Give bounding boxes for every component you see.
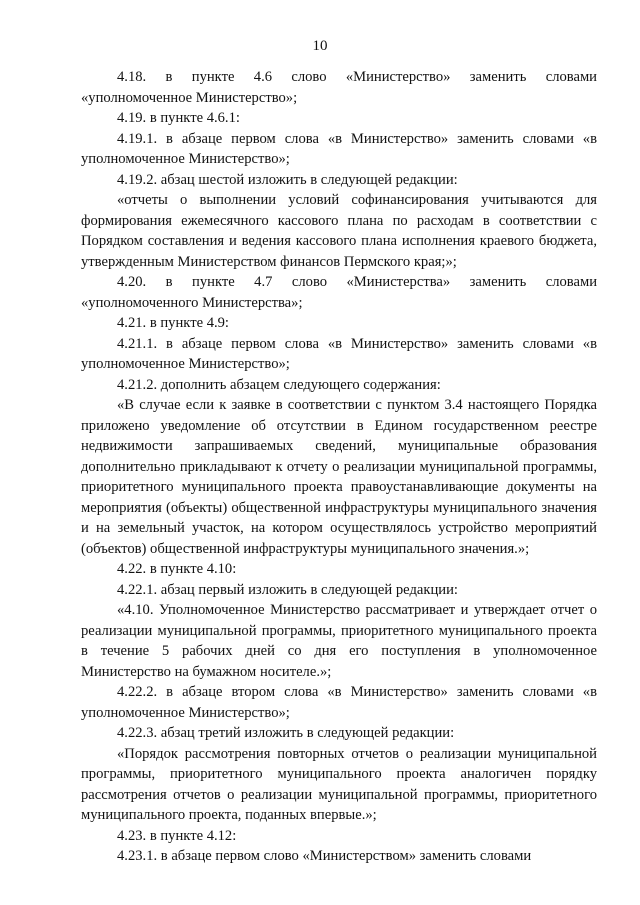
quoted-paragraph-registry: «В случае если к заявке в соответствии с пунктом 3.4 настоящего Порядка приложено уведомление об отсутствии в Едином государственном реестре недвижимости запрашиваемых сведений, муниципальные образования дополнительно прикладывают к отчету о реализации муниципальной программы, приоритетного муниципального проекта правоустанавливающие документы на мероприятия (объекты) общественной инфраструктуры муниципального значения и на земельный участок, на котором осуществлялось устройство мероприятий (объектов) общественной инфраструктуры муниципального значения.»; <box>81 397 597 557</box>
quoted-paragraph-4-10: «4.10. Уполномоченное Министерство рассматривает и утверждает отчет о реализации муниципальной программы, приоритетного муниципального проекта в течение 5 рабочих дней со дня его поступления в уполномоченное Министерство на бумажном носителе.»; <box>81 602 597 680</box>
paragraph-4-22-2: 4.22.2. в абзаце втором слова «в Министерство» заменить словами «в уполномоченное Министерство»; <box>81 684 597 721</box>
quoted-paragraph-cofinancing: «отчеты о выполнении условий софинансирования учитываются для формирования ежемесячного кассового плана по расходам в соответствии с Порядком составления и ведения кассового плана исполнения краевого бюджета, утвержденным Министерством финансов Пермского края;»; <box>81 192 597 270</box>
document-body <box>81 67 597 867</box>
page-number: 10 <box>312 38 328 54</box>
paragraph-4-20: 4.20. в пункте 4.7 слово «Министерства» заменить словами «уполномоченного Министерства»; <box>81 274 597 311</box>
paragraph-4-23-1: 4.23.1. в абзаце первом слово «Министерством» заменить словами <box>117 848 532 864</box>
paragraph-4-22-1: 4.22.1. абзац первый изложить в следующей редакции: <box>117 581 458 598</box>
paragraph-4-21: 4.21. в пункте 4.9: <box>117 315 229 331</box>
paragraph-4-22: 4.22. в пункте 4.10: <box>117 561 237 577</box>
quoted-paragraph-repeat-reports: «Порядок рассмотрения повторных отчетов о реализации муниципальной программы, приоритетного муниципального проекта аналогичен порядку рассмотрения отчетов о реализации муниципальной программы, приоритетного муниципального проекта, поданных впервые.»; <box>81 745 597 823</box>
paragraph-4-18: 4.18. в пункте 4.6 слово «Министерство» заменить словами «уполномоченное Министерство»; <box>81 69 597 106</box>
paragraph-4-19-1: 4.19.1. в абзаце первом слова «в Министерство» заменить словами «в уполномоченное Министерство»; <box>81 130 597 167</box>
paragraph-4-19: 4.19. в пункте 4.6.1: <box>117 110 240 126</box>
paragraph-4-22-3: 4.22.3. абзац третий изложить в следующей редакции: <box>117 725 455 741</box>
paragraph-4-21-1: 4.21.1. в абзаце первом слова «в Министерство» заменить словами «в уполномоченное Министерство»; <box>81 335 597 372</box>
paragraph-4-19-2: 4.19.2. абзац шестой изложить в следующей редакции: <box>117 171 458 188</box>
paragraph-4-23: 4.23. в пункте 4.12: <box>117 827 237 844</box>
paragraph-4-21-2: 4.21.2. дополнить абзацем следующего содержания: <box>117 376 441 393</box>
